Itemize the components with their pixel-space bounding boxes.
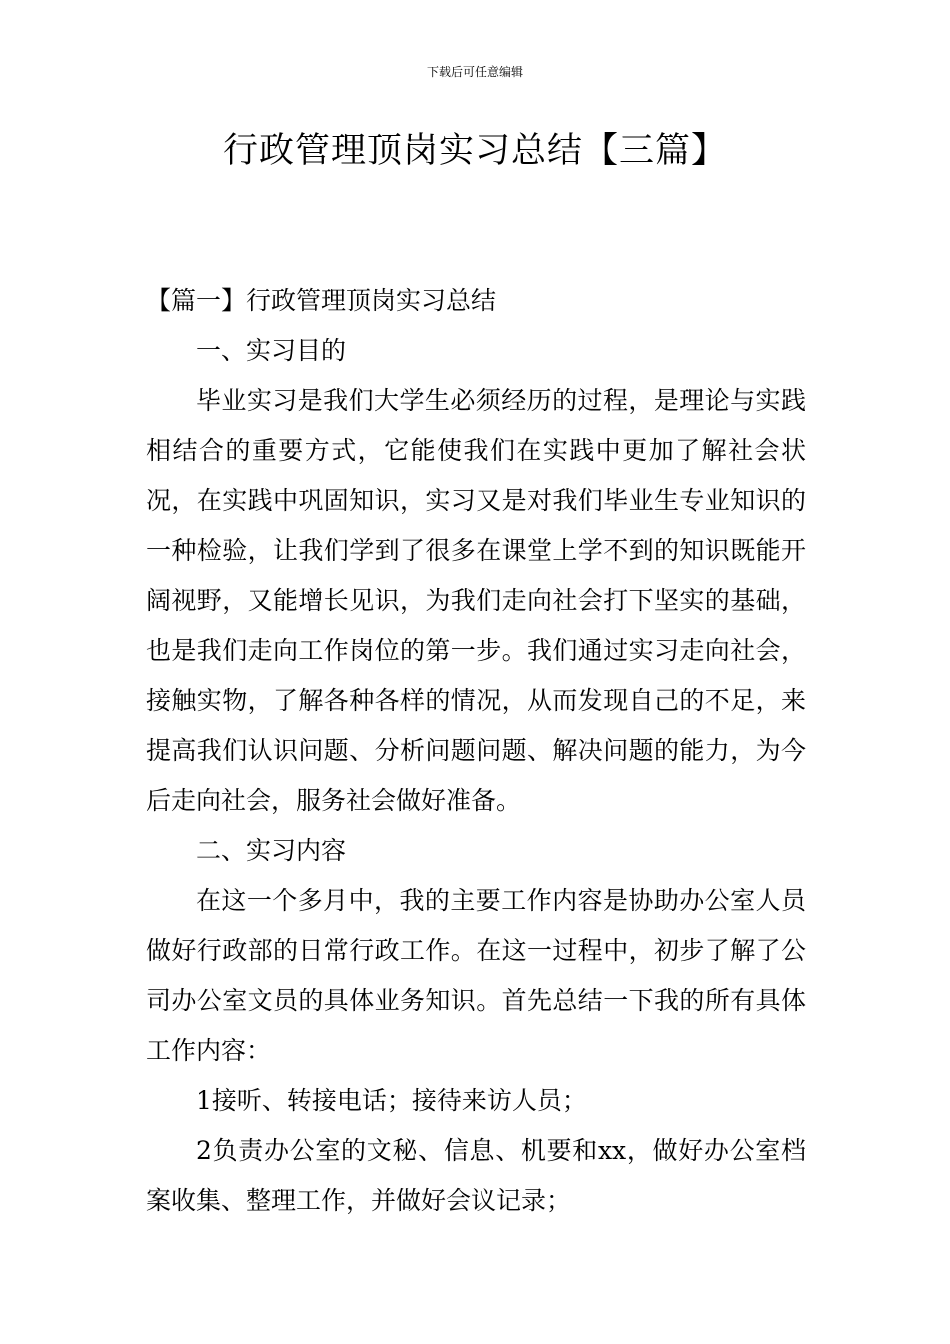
paragraph-content: 在这一个多月中，我的主要工作内容是协助办公室人员做好行政部的日常行政工作。在这一过程中，初步了解了公司办公室文员的具体业务知识。首先总结一下我的所有具体工作内容： (146, 886, 806, 1065)
paragraph-purpose: 毕业实习是我们大学生必须经历的过程，是理论与实践相结合的重要方式，它能使我们在实践中更加了解社会状况，在实践中巩固知识，实习又是对我们毕业生专业知识的一种检验，让我们学到了很多在课堂上学不到的知识既能开阔视野，又能增长见识，为我们走向社会打下坚实的基础，也是我们走向工作岗位的第一步。我们通过实习走向社会，接触实物，了解各种各样的情况，从而发现自己的不足，来提高我们认识问题、分析问题问题、解决问题的能力，为今后走向社会，服务社会做好准备。 (146, 386, 806, 815)
list-item-2: 2负责办公室的文秘、信息、机要和xx，做好办公室档案收集、整理工作，并做好会议记录； (146, 1136, 806, 1215)
document-body (146, 276, 806, 1226)
heading-content: 二、实习内容 (196, 836, 347, 865)
section-title: 【篇一】行政管理顶岗实习总结 (146, 286, 497, 315)
heading-purpose: 一、实习目的 (196, 336, 347, 365)
header-note: 下载后可任意编辑 (426, 65, 523, 79)
document-title: 行政管理顶岗实习总结【三篇】 (222, 131, 727, 171)
list-item-1: 1接听、转接电话；接待来访人员； (196, 1086, 587, 1115)
